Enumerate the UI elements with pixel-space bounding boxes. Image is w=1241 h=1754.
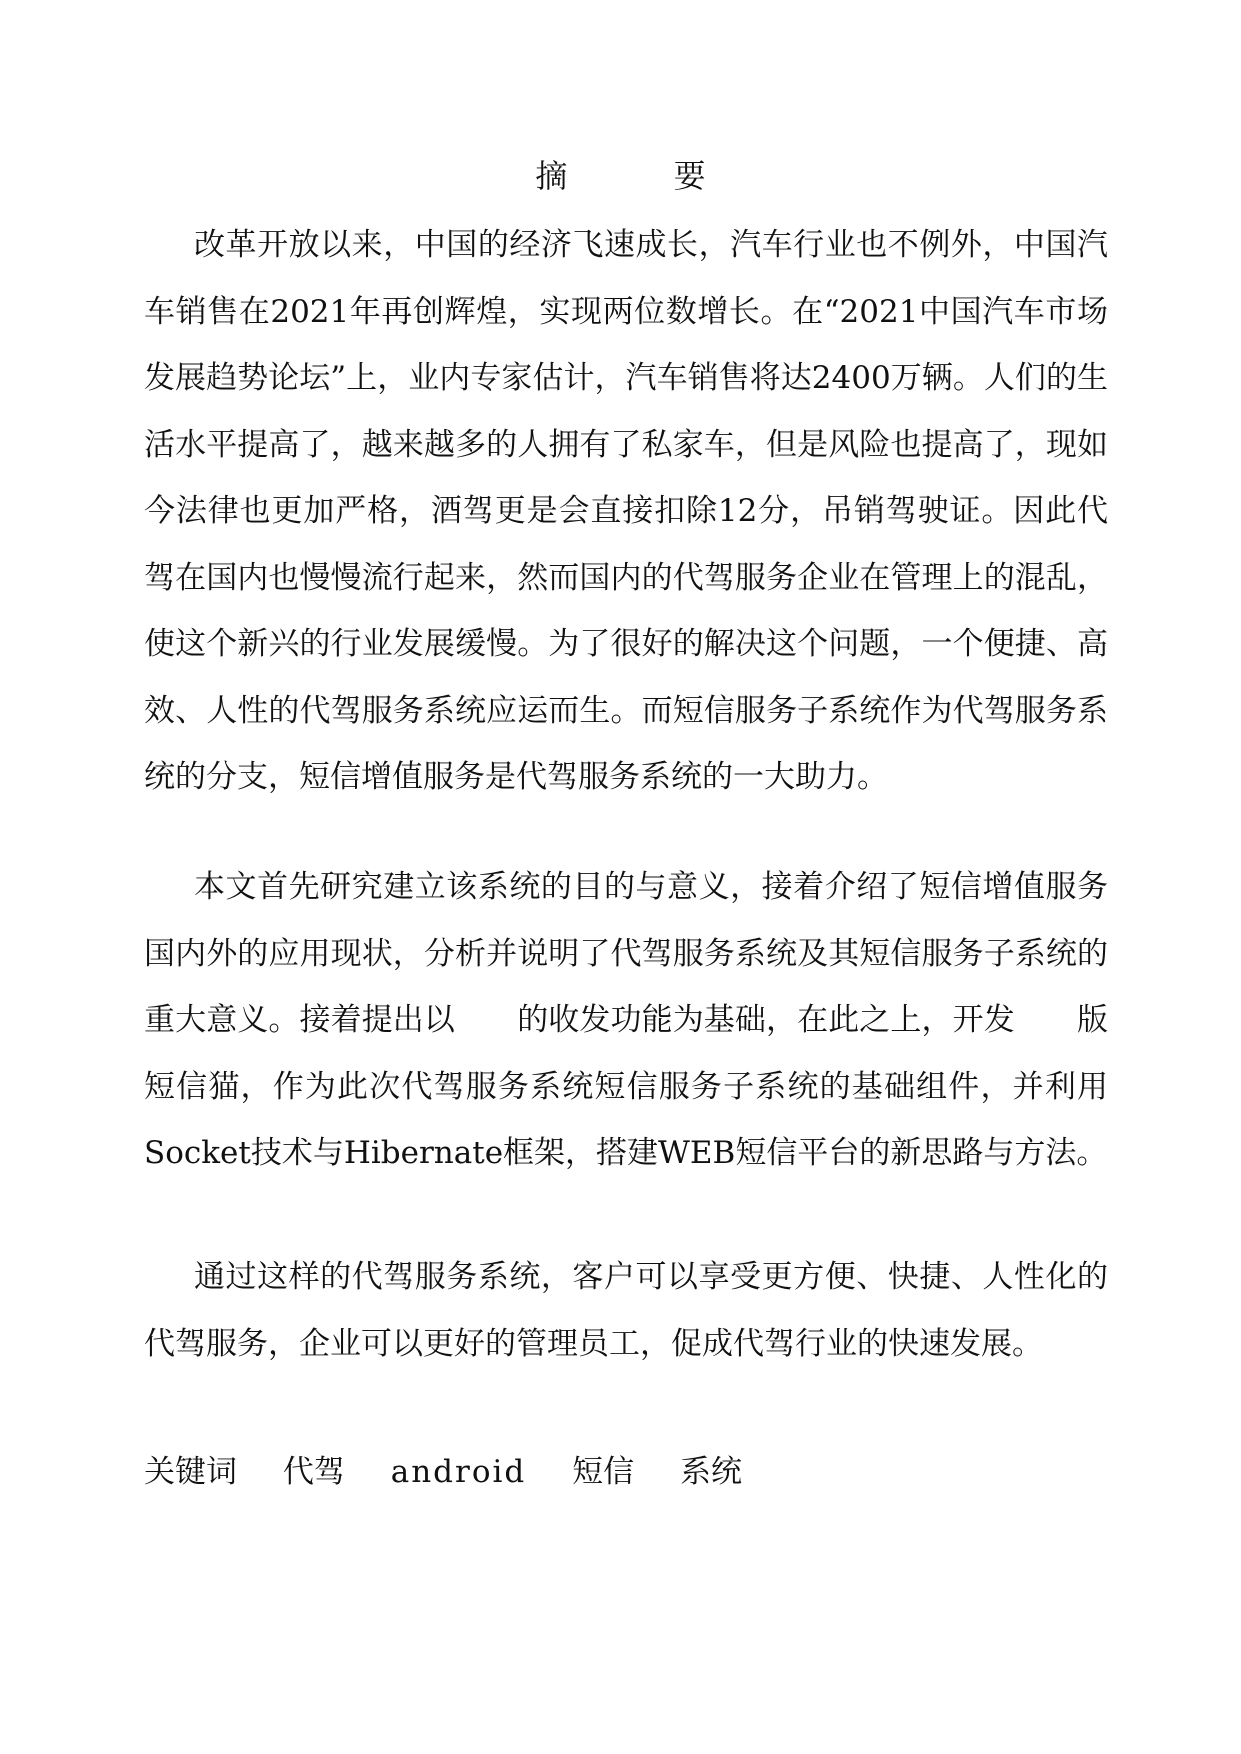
keywords-line — [144, 1439, 778, 1506]
keyword-item: 系统 — [679, 1454, 742, 1490]
keywords-label: 关键词 — [144, 1454, 237, 1490]
keyword-item: android — [390, 1454, 527, 1490]
abstract-paragraph-1: 改革开放以来，中国的经济飞速成长，汽车行业也不例外，中国汽车销售在2021年再创辉煌，实现两位数增长。在“2021中国汽车市场发展趋势论坛”上，业内专家估计，汽车销售将达2400万辆。人们的生活水平提高了，越来越多的人拥有了私家车，但是风险也提高了，现如今法律也更加严格，酒驾更是会直接扣除12分，吊销驾驶证。因此代驾在国内也慢慢流行起来，然而国内的代驾服务企业在管理上的混乱，使这个新兴的行业发展缓慢。为了很好的解决这个问题，一个便捷、高效、人性的代驾服务系统应运而生。而短信服务子系统作为代驾服务系统的分支，短信增值服务是代驾服务系统的一大助力。 — [144, 227, 1108, 795]
abstract-paragraph-2: 本文首先研究建立该系统的目的与意义，接着介绍了短信增值服务国内外的应用现状，分析并说明了代驾服务系统及其短信服务子系统的重大意义。接着提出以 的收发功能为基础，在此之上，开发 版短信猫，作为此次代驾服务系统短信服务子系统的基础组件，并利用Socket技术与Hibernate框架，搭建WEB短信平台的新思路与方法。 — [144, 869, 1108, 1171]
keyword-item: 代驾 — [282, 1454, 345, 1490]
keyword-item: 短信 — [572, 1454, 635, 1490]
abstract-title: 摘 要 — [535, 157, 754, 195]
abstract-paragraph-3: 通过这样的代驾服务系统，客户可以享受更方便、快捷、人性化的代驾服务，企业可以更好的管理员工，促成代驾行业的快速发展。 — [144, 1259, 1108, 1362]
